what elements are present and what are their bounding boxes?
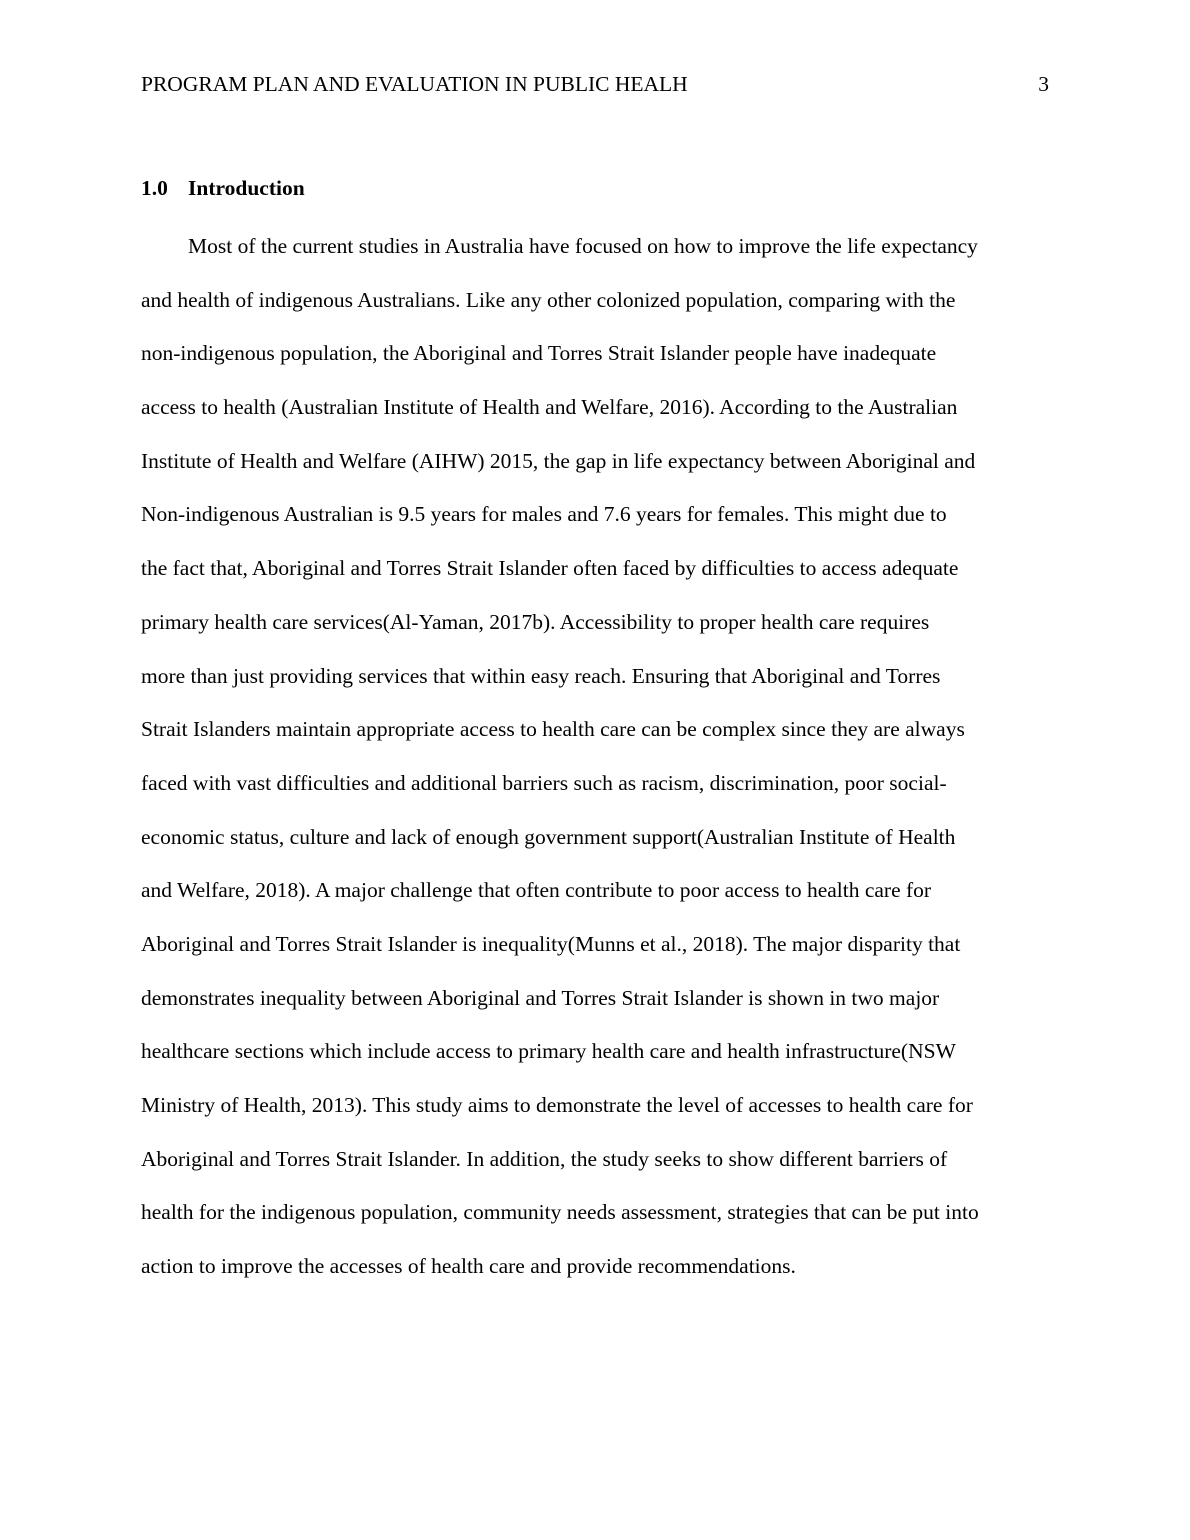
- paragraph-line: Institute of Health and Welfare (AIHW) 2015, the gap in life expectancy between Aboriginal and: [141, 448, 976, 473]
- section-title: Introduction: [188, 176, 305, 200]
- paragraph-line: health for the indigenous population, community needs assessment, strategies that can be put into: [141, 1200, 979, 1225]
- page-number: 3: [1038, 72, 1049, 96]
- paragraph-line: the fact that, Aboriginal and Torres Strait Islander often faced by difficulties to access adequate: [141, 556, 959, 581]
- paragraph-line: Most of the current studies in Australia have focused on how to improve the life expectancy: [188, 234, 978, 258]
- paragraph-line: primary health care services(Al-Yaman, 2017b). Accessibility to proper health care requires: [141, 609, 930, 634]
- section-heading: [141, 174, 305, 202]
- paragraph-line: Strait Islanders maintain appropriate access to health care can be complex since they are always: [141, 717, 965, 742]
- paragraph-line: Non-indigenous Australian is 9.5 years for males and 7.6 years for females. This might due to: [141, 502, 947, 527]
- paragraph-line: non-indigenous population, the Aboriginal and Torres Strait Islander people have inadequate: [141, 341, 937, 366]
- paragraph-line: Aboriginal and Torres Strait Islander is inequality(Munns et al., 2018). The major disparity that: [141, 931, 961, 956]
- paragraph-line: healthcare sections which include access to primary health care and health infrastructure(NSW: [141, 1039, 956, 1064]
- paragraph-line: and health of indigenous Australians. Like any other colonized population, comparing with the: [141, 287, 956, 312]
- section-number: 1.0: [141, 176, 168, 200]
- paragraph-line: action to improve the accesses of health care and provide recommendations.: [141, 1254, 796, 1279]
- paragraph-line: demonstrates inequality between Aboriginal and Torres Strait Islander is shown in two major: [141, 985, 940, 1010]
- running-head: PROGRAM PLAN AND EVALUATION IN PUBLIC HEALH: [141, 72, 688, 96]
- paragraph-line: more than just providing services that within easy reach. Ensuring that Aboriginal and Torres: [141, 663, 941, 688]
- paragraph-line: and Welfare, 2018). A major challenge that often contribute to poor access to health care for: [141, 878, 932, 903]
- paragraph-line: Ministry of Health, 2013). This study aims to demonstrate the level of accesses to health care for: [141, 1093, 973, 1117]
- introduction-paragraph: [141, 220, 1057, 1294]
- paragraph-line: Aboriginal and Torres Strait Islander. In addition, the study seeks to show different barriers of: [141, 1146, 948, 1171]
- paragraph-line: access to health (Australian Institute of Health and Welfare, 2016). According to the Australian: [141, 395, 958, 420]
- paragraph-line: faced with vast difficulties and additional barriers such as racism, discrimination, poor social-: [141, 770, 947, 795]
- paragraph-line: economic status, culture and lack of enough government support(Australian Institute of Health: [141, 824, 956, 849]
